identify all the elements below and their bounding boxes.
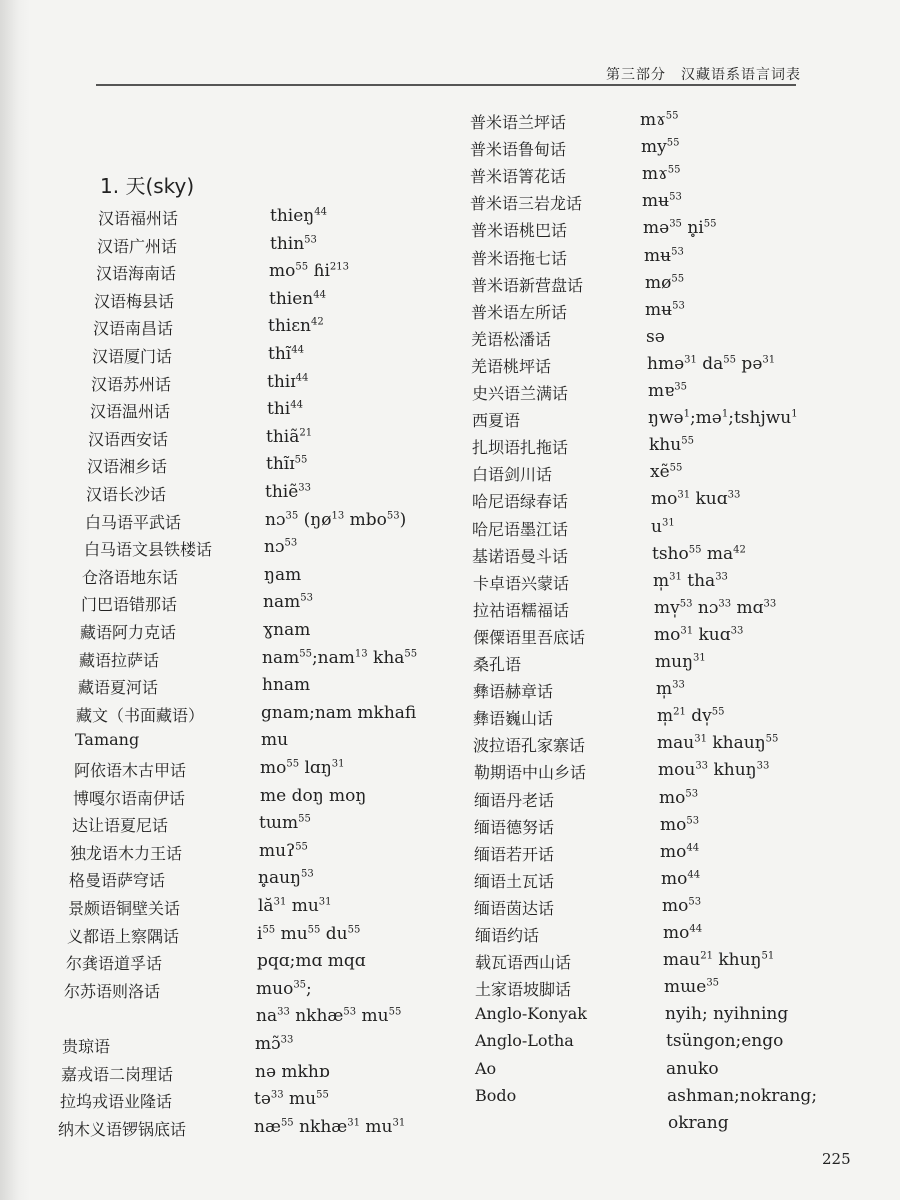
- entry-row: [0, 598, 900, 626]
- entry-row: [0, 1086, 900, 1114]
- word-form: thiã$^{21}$: [266, 426, 313, 447]
- entry-row: [0, 354, 900, 382]
- word-form: mɤ$^{55}$: [642, 164, 681, 185]
- word-form: nɔ$^{35}$ ($ŋø^{13}$ mbo$^{53}$): [265, 509, 407, 530]
- language-name: 普米语鲁甸话: [470, 140, 567, 160]
- language-name: 格曼语萨穹话: [69, 871, 166, 891]
- language-name: 缅语茵达话: [474, 898, 555, 918]
- language-name: 景颇语铜壁关话: [68, 899, 181, 918]
- entry-row: [0, 137, 900, 165]
- word-form: thiẽ$^{33}$: [265, 482, 312, 502]
- word-form: mɯe$^{35}$: [664, 977, 720, 998]
- language-name: 汉语湘乡话: [87, 457, 168, 477]
- entry-row: [0, 110, 900, 138]
- language-name: 普米语新营盘话: [471, 275, 584, 295]
- word-form: hnam: [262, 675, 311, 696]
- language-name: 彝语赫章话: [473, 682, 554, 702]
- language-name: 白语剑川话: [472, 465, 553, 485]
- word-form: mv̩$^{53}$ nɔ$^{33}$ mɑ$^{33}$: [654, 597, 777, 618]
- language-name: 西夏语: [472, 411, 521, 431]
- language-name: 汉语温州话: [90, 402, 171, 422]
- word-form: nam$^{53}$: [263, 592, 313, 613]
- word-form: mʉ$^{53}$: [642, 191, 682, 212]
- language-name: 汉语苏州话: [91, 374, 172, 394]
- word-form: mu: [261, 730, 289, 751]
- word-form: m̩$^{33}$: [656, 679, 685, 700]
- word-form: thiɛn$^{42}$: [268, 316, 324, 337]
- entry-row: [0, 1059, 900, 1087]
- language-name: 缅语约话: [475, 926, 540, 945]
- language-name: 博嘎尔语南伊话: [73, 788, 186, 808]
- language-name: Bodo: [475, 1085, 517, 1105]
- language-name: 汉语西安话: [88, 429, 169, 449]
- entry-row: [0, 1004, 900, 1032]
- word-form: xẽ$^{55}$: [650, 462, 683, 483]
- language-name: 卡卓语兴蒙话: [473, 573, 570, 593]
- word-form: thien$^{44}$: [269, 288, 326, 309]
- word-form: nɔ$^{53}$: [264, 537, 298, 558]
- language-name: 普米语桃巴话: [471, 221, 568, 241]
- language-name: 缅语德努话: [474, 817, 555, 837]
- language-name: Anglo-Konyak: [475, 1004, 587, 1024]
- word-form: mə$^{35}$ $n̥i^{55}$: [643, 218, 717, 239]
- language-name: 缅语丹老话: [474, 790, 555, 810]
- word-form: ŋwə$^1$;mə$^1$;tshjwu$^1$: [648, 408, 798, 429]
- language-name: 桑孔语: [473, 655, 522, 674]
- word-form: gnam;nam mkhafi: [261, 702, 417, 723]
- language-name: 载瓦语西山话: [475, 953, 572, 973]
- language-name: 汉语梅县话: [94, 291, 175, 311]
- entry-row: [0, 571, 900, 599]
- entry-row: [0, 625, 900, 653]
- entry-row: [0, 760, 900, 788]
- word-form: $i^{55}$ $mu^{55}$ $du^{55}$: [257, 923, 361, 944]
- word-form: okrang: [668, 1112, 729, 1133]
- language-name: 普米语左所话: [471, 302, 568, 322]
- section-title: 1. 天(sky): [100, 174, 195, 198]
- entry-row: [0, 923, 900, 951]
- entry-row: [0, 327, 900, 355]
- word-form: $u^{31}$: [651, 516, 675, 537]
- language-name: 拉祜语糯福话: [473, 600, 570, 620]
- language-name: 嘉戎语二岗理话: [61, 1064, 174, 1084]
- entry-row: [0, 785, 900, 816]
- word-form: thieŋ$^{44}$: [270, 206, 327, 226]
- language-name: 史兴语兰满话: [472, 384, 569, 403]
- entry-row: [0, 950, 900, 978]
- word-form: thi$^{44}$: [267, 399, 303, 420]
- word-form: thiɪ$^{44}$: [267, 371, 309, 392]
- word-form: nyih; nyihning: [665, 1004, 789, 1025]
- entry-row: [0, 381, 900, 409]
- language-name: 拉坞戎语业隆话: [60, 1092, 173, 1112]
- word-form: tə$^{33}$ $mu^{55}$: [254, 1089, 329, 1110]
- language-name: 扎坝语扎拖话: [472, 438, 569, 458]
- language-name: 普米语拖七话: [471, 248, 568, 268]
- language-name: 尔龚语道孚话: [66, 954, 163, 974]
- word-form: $mo^{53}$: [659, 787, 699, 808]
- entry-row: [0, 489, 900, 517]
- entry-row: [0, 679, 900, 707]
- language-name: 尔苏语则洛话: [64, 981, 161, 1001]
- language-name: 勒期语中山乡话: [474, 763, 587, 783]
- word-form: $lă^{31}$ $mu^{31}$: [258, 896, 332, 916]
- language-name: 藏文（书面藏语）: [76, 705, 205, 725]
- language-name: 傈僳语里吾底话: [473, 627, 586, 647]
- entry-row: [0, 164, 900, 192]
- header-rule: [96, 84, 796, 86]
- word-form: $mo^{55}$ lɑŋ$^{31}$: [260, 758, 345, 778]
- word-form: mʉ$^{53}$: [644, 245, 684, 266]
- language-name: 羌语桃坪话: [471, 356, 552, 376]
- page-number: 225: [822, 1150, 851, 1168]
- word-form: tsho$^{55}$ $ma^{42}$: [652, 543, 746, 564]
- word-form: mau$^{31}$ khauŋ$^{55}$: [657, 733, 779, 754]
- language-name: 纳木义语锣锅底话: [58, 1119, 187, 1139]
- word-form: sə: [646, 326, 665, 347]
- word-form: anuko: [666, 1058, 719, 1079]
- entry-row: [0, 273, 900, 301]
- language-name: 哈尼语绿春话: [472, 492, 569, 512]
- word-form: ɣnam: [263, 620, 311, 640]
- language-name: Anglo-Lotha: [475, 1031, 574, 1051]
- entry-row: [0, 408, 900, 436]
- word-form: muo$^{35}$;: [256, 978, 312, 999]
- entry-row: [0, 435, 900, 463]
- word-form: tɯm$^{55}$: [259, 813, 311, 834]
- word-form: me doŋ moŋ: [260, 785, 367, 806]
- word-form: $mo^{44}$: [663, 923, 703, 943]
- entry-row: [0, 896, 900, 924]
- language-name: 彝语巍山话: [473, 709, 554, 729]
- language-name: 波拉语孔家寨话: [473, 736, 586, 756]
- word-form: khu$^{55}$: [649, 435, 694, 456]
- language-name: 达让语夏尼话: [72, 816, 169, 836]
- language-name: Tamang: [75, 730, 140, 750]
- language-name: 汉语厦门话: [92, 347, 173, 366]
- language-name: 汉语南昌话: [93, 319, 174, 339]
- entry-row: [0, 1031, 900, 1059]
- word-form: $mø^{55}$: [645, 272, 685, 293]
- entry-row: [0, 842, 900, 870]
- word-form: $mo^{31}$ kuɑ$^{33}$: [651, 489, 741, 510]
- language-name: 汉语海南话: [96, 264, 177, 284]
- word-form: mʉ$^{53}$: [645, 299, 685, 320]
- word-form: nə mkhɒ: [255, 1061, 330, 1082]
- word-form: pqɑ;mɑ mqɑ: [257, 951, 366, 972]
- language-name: 门巴语错那话: [81, 595, 178, 615]
- entry-row: [0, 462, 900, 490]
- word-form: $næ^{55}$ nkhæ$^{31}$ $mu^{31}$: [254, 1116, 406, 1137]
- language-name: 藏语阿力克话: [80, 623, 177, 642]
- language-name: 藏语夏河话: [78, 678, 159, 698]
- language-name: 独龙语木力王话: [70, 843, 183, 863]
- word-form: mɐ$^{35}$: [648, 381, 687, 401]
- word-form: $mo^{44}$: [660, 841, 700, 862]
- language-name: Ao: [475, 1058, 497, 1078]
- word-form: thin$^{53}$: [270, 233, 317, 254]
- word-form: $mo^{53}$: [662, 895, 702, 916]
- entry-row: [0, 517, 900, 545]
- entry-row: [0, 706, 900, 734]
- language-name: 阿依语木古甲话: [74, 761, 187, 780]
- word-form: thĩɪ$^{55}$: [266, 454, 308, 475]
- entry-row: [0, 652, 900, 680]
- language-name: 白马语平武话: [85, 512, 182, 532]
- word-form: $mo^{53}$: [660, 814, 700, 835]
- language-name: 土家语坡脚话: [475, 980, 572, 1000]
- entry-row: [0, 218, 900, 246]
- word-form: ashman;nokrang;: [667, 1085, 818, 1106]
- entry-row: [0, 1113, 900, 1141]
- language-name: 基诺语曼斗话: [472, 546, 569, 566]
- language-name: 贵琼语: [62, 1037, 111, 1056]
- word-form: mɤ$^{55}$: [640, 110, 679, 130]
- language-name: 汉语福州话: [98, 209, 179, 228]
- entry-row: [0, 246, 900, 274]
- word-form: $na^{33}$ nkhæ$^{53}$ $mu^{55}$: [256, 1006, 402, 1027]
- word-form: tsüngon;engo: [666, 1031, 784, 1052]
- word-form: $mo^{55}$ ɦi$^{213}$: [269, 261, 349, 282]
- word-form: mou$^{33}$ khuŋ$^{33}$: [658, 760, 770, 781]
- word-form: m̩$^{21}$ dv̩$^{55}$: [657, 706, 725, 727]
- word-form: nam$^{55}$;nam$^{13}$ kha$^{55}$: [262, 647, 418, 668]
- language-name: 普米语兰坪话: [470, 113, 567, 132]
- running-head: 第三部分 汉藏语系语言词表: [606, 67, 801, 83]
- word-form: hmə$^{31}$ $da^{55}$ pə$^{31}$: [647, 353, 776, 374]
- entry-row: [0, 815, 900, 843]
- language-name: 汉语长沙话: [86, 485, 167, 504]
- language-name: 汉语广州话: [97, 236, 178, 256]
- word-form: mau$^{21}$ khuŋ$^{51}$: [663, 950, 775, 971]
- entry-row: [0, 869, 900, 897]
- word-form: ŋam: [264, 564, 302, 585]
- word-form: thĩ$^{44}$: [268, 344, 304, 364]
- language-name: 羌语松潘话: [471, 329, 552, 349]
- language-name: 义都语上察隅话: [67, 926, 180, 946]
- entry-row: [0, 300, 900, 328]
- entry-row: [0, 191, 900, 219]
- language-name: 藏语拉萨话: [79, 650, 160, 670]
- language-name: 哈尼语墨江话: [472, 519, 569, 539]
- word-form: n̥auŋ$^{53}$: [258, 868, 314, 889]
- word-form: $my^{55}$: [641, 137, 680, 158]
- entry-row: [0, 977, 900, 1005]
- word-form: muʔ$^{55}$: [259, 840, 308, 861]
- language-name: 普米语三岩龙话: [470, 194, 583, 214]
- entry-row: [0, 733, 900, 761]
- language-name: 缅语土瓦话: [474, 871, 555, 891]
- word-form: $mo^{44}$: [661, 868, 701, 889]
- language-name: 仓洛语地东话: [82, 567, 179, 587]
- word-form: $mo^{31}$ kuɑ$^{33}$: [654, 624, 744, 645]
- word-form: muŋ$^{31}$: [655, 652, 706, 672]
- language-name: 普米语箐花话: [470, 167, 567, 187]
- language-name: 白马语文县铁楼话: [84, 540, 213, 560]
- entry-row: [0, 544, 900, 572]
- word-form: m̩$^{31}$ tha$^{33}$: [653, 570, 728, 591]
- language-name: 缅语若开话: [474, 844, 555, 864]
- word-form: mɔ̃$^{33}$: [255, 1034, 294, 1054]
